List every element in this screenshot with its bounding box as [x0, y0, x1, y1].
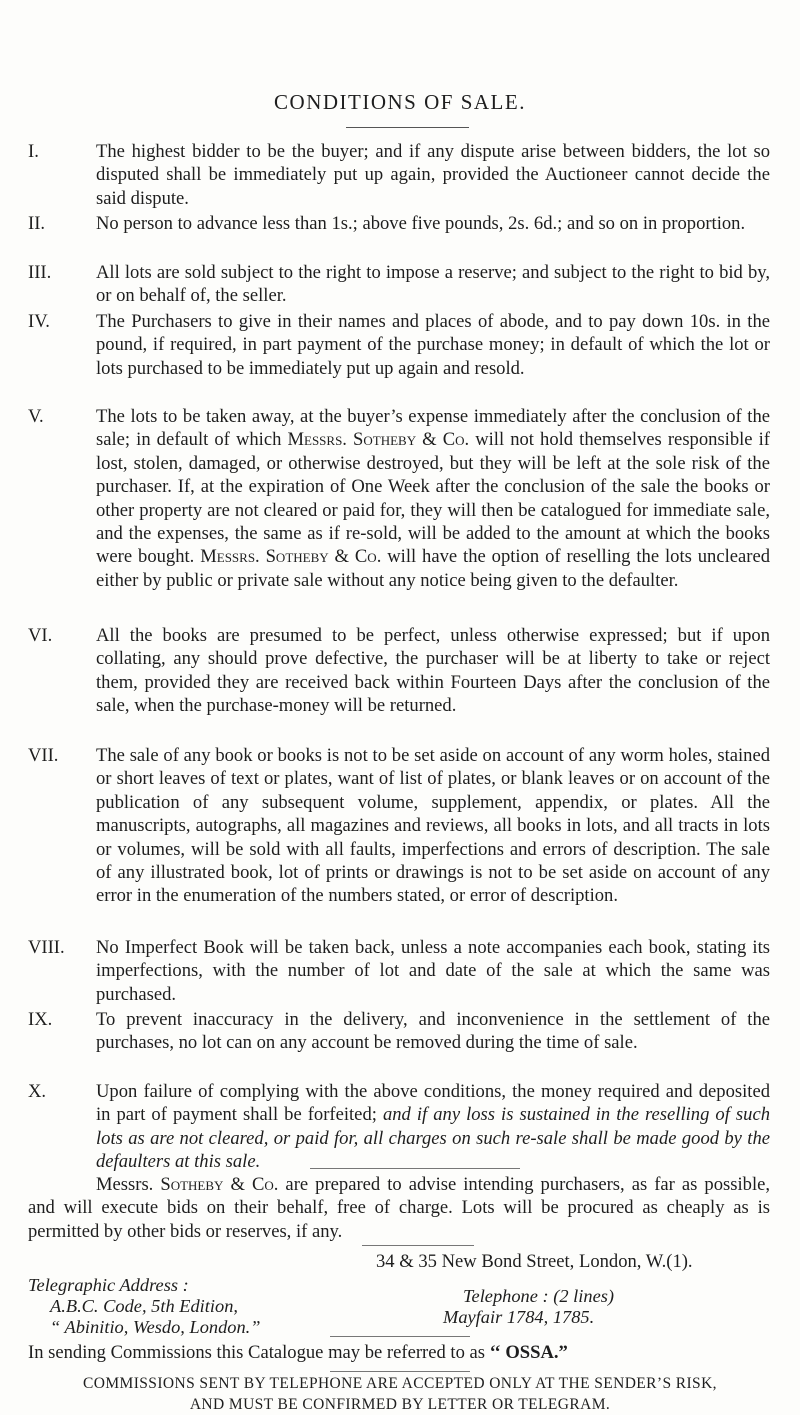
divider — [310, 1168, 520, 1169]
loss-clause: and if any loss is sustained in the reselling of such lots as are not cleared, or paid for, all charges on such re-sale shall be made good by the defaulters at this sale. — [96, 1104, 770, 1173]
condition-text: The sale of any book or books is not to be set aside on account of any worm holes, stained or short leaves of text or plates, want of list of plates, or blank leaves or on account of the publication of any subsequent volume, supplement, appendix, or plates. All the manuscripts, autographs, all magazines and reviews, all books in lots, and all tracts in lots or volumes, will be sold with all faults, imperfections and errors of description. The sale of any illustrated book, lot of prints or drawings is not to be set aside on account of any error in the enumeration of the numbers stated, or error of description. — [96, 745, 770, 907]
condition-text: To prevent inaccuracy in the delivery, and inconvenience in the settlement of the purchases, no lot can on any account be removed during the time of sale. — [96, 1009, 770, 1054]
page-title: CONDITIONS OF SALE. — [274, 90, 526, 114]
title-underline — [346, 127, 469, 128]
condition-number: VII. — [28, 745, 59, 766]
condition-number: IX. — [28, 1009, 53, 1030]
condition-number: V. — [28, 406, 44, 427]
condition-6 — [28, 624, 770, 718]
condition-9 — [28, 1008, 770, 1055]
condition-text: The lots to be taken away, at the buyer’s expense immediately after the conclusion of the sale; in default of which Messrs. Sotheby & Co. will not hold themselves responsible if lost, stolen, damaged, or otherwise destroyed, but they will be left at the sole risk of the purchaser. If, at the expiration of One Week after the conclusion of the sale the books or other property are not cleared or paid for, they will then be catalogued for immediate sale, and the expenses, the same as if re-sold, will be added to the amount at which the books were bought. Messrs. Sotheby & Co. will have the option of reselling the lots uncleared either by public or private sale without any notice being given to the defaulter. — [96, 406, 770, 591]
condition-1 — [28, 140, 770, 210]
divider — [330, 1371, 470, 1372]
firm-name: Messrs. Sotheby & Co. — [287, 429, 470, 451]
condition-7 — [28, 744, 770, 908]
condition-5 — [28, 405, 770, 592]
firm-name: Messrs. Sotheby & Co. — [200, 546, 382, 568]
firm-name: Sotheby & Co. — [160, 1174, 279, 1195]
condition-8 — [28, 936, 770, 1006]
condition-text: No person to advance less than 1s.; above five pounds, 2s. 6d.; and so on in proportion. — [96, 213, 746, 234]
office-address: 34 & 35 New Bond Street, London, W.(1). — [376, 1251, 693, 1272]
catalogue-code: ‘‘ OSSA.” — [489, 1342, 568, 1363]
telephone-numbers: Mayfair 1784, 1785. — [443, 1307, 595, 1327]
condition-number: I. — [28, 141, 39, 162]
telephone-label: Telephone : (2 lines) — [463, 1286, 615, 1306]
condition-text: No Imperfect Book will be taken back, unless a note accompanies each book, stating its imperfections, with the number of lot and date of the sale at which the same was purchased. — [96, 937, 770, 1005]
condition-10 — [28, 1080, 770, 1174]
condition-text: All lots are sold subject to the right to impose a reserve; and subject to the right to bid by, or on behalf of, the seller. — [96, 262, 770, 307]
condition-text: The highest bidder to be the buyer; and if any dispute arise between bidders, the lot so disputed shall be immediately put up again, provided the Auctioneer cannot decide the said dispute. — [96, 141, 770, 209]
condition-4 — [28, 310, 770, 380]
commissions-reference: In sending Commissions this Catalogue may be referred to as ‘‘ OSSA.” — [28, 1342, 568, 1363]
telegraphic-address — [28, 1275, 261, 1338]
condition-text: The Purchasers to give in their names and places of abode, and to pay down 10s. in the pound, if required, in part payment of the purchase money; in default of which the lot or lots purchased to be immediately put up again and resold. — [96, 311, 770, 379]
telegraphic-code: A.B.C. Code, 5th Edition, — [50, 1296, 238, 1316]
condition-number: II. — [28, 213, 46, 234]
condition-number: IV. — [28, 311, 50, 332]
divider — [362, 1245, 474, 1246]
condition-number: VIII. — [28, 937, 65, 958]
divider — [330, 1336, 470, 1337]
advice-paragraph: Messrs. Sotheby & Co. are prepared to advise intending purchasers, as far as possible, and will execute bids on their behalf, free of charge. Lots will be procured as cheaply as is permitted by other bids or reserves, if any. — [28, 1174, 771, 1242]
telephone-notice: COMMISSIONS SENT BY TELEPHONE ARE ACCEPTED ONLY AT THE SENDER’S RISK, AND MUST BE CONFIRMED BY LETTER OR TELEGRAM. — [83, 1375, 717, 1413]
condition-3 — [28, 261, 770, 308]
condition-text: Upon failure of complying with the above conditions, the money required and deposited in part of payment shall be forfeited; and if any loss is sustained in the reselling of such lots as are not cleared, or paid for, all charges on such re-sale shall be made good by the defaulters at this sale. — [96, 1081, 770, 1173]
condition-2 — [28, 212, 770, 235]
telegraphic-name: “ Abinitio, Wesdo, London.” — [50, 1317, 261, 1337]
condition-number: X. — [28, 1081, 47, 1102]
condition-number: III. — [28, 262, 52, 283]
condition-text: All the books are presumed to be perfect, unless otherwise expressed; but if upon collating, any should prove defective, the purchaser will be at liberty to take or reject them, provided they are received back within Fourteen Days after the conclusion of the sale, when the purchase-money will be returned. — [96, 625, 770, 717]
telegraphic-label: Telegraphic Address : — [28, 1275, 189, 1295]
telephone-info — [443, 1286, 614, 1328]
condition-number: VI. — [28, 625, 53, 646]
